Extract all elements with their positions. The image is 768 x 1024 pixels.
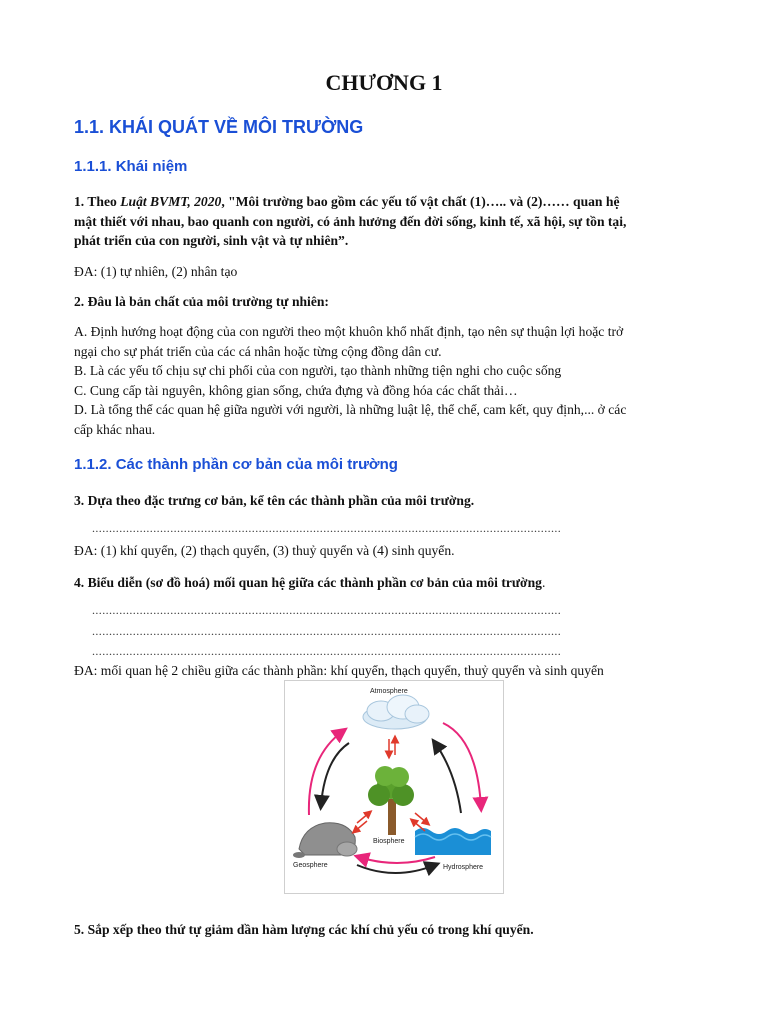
question-5: 5. Sắp xếp theo thứ tự giảm dần hàm lượng các khí chủ yếu có trong khí quyển. bbox=[74, 922, 534, 937]
question-2-options bbox=[74, 322, 714, 439]
label-hydrosphere: Hydrosphere bbox=[443, 864, 484, 871]
arrow-hydrosphere-to-geosphere bbox=[359, 857, 435, 863]
answer-line: .......................................................................................................................................... bbox=[92, 521, 562, 535]
chapter-title: CHƯƠNG 1 bbox=[325, 70, 443, 95]
environment-spheres-diagram bbox=[284, 680, 504, 894]
question-1-number: 1. bbox=[74, 194, 88, 209]
question-4-end: . bbox=[541, 575, 546, 590]
arrow-small-bio-hydro bbox=[415, 813, 427, 823]
label-atmosphere: Atmosphere bbox=[370, 688, 408, 695]
option-d-line-2: cấp khác nhau. bbox=[74, 421, 156, 437]
section-heading-1-1-1: 1.1.1. Khái niệm bbox=[74, 158, 188, 175]
option-d-line-1: D. Là tổng thể các quan hệ giữa người với người, là những luật lệ, thể chế, cam kết, quy định,... ở các bbox=[74, 402, 627, 417]
answer-line: .......................................................................................................................................... bbox=[92, 603, 562, 617]
answer-1: ĐA: (1) tự nhiên, (2) nhân tạo bbox=[74, 264, 238, 279]
question-1-line-1 bbox=[74, 192, 714, 212]
cloud-icon bbox=[363, 695, 429, 729]
question-1-line-2: mật thiết với nhau, bao quanh con người, có ảnh hưởng đến đời sống, kinh tế, xã hội, sự tồn tại, bbox=[74, 213, 627, 229]
option-b: B. Là các yếu tố chịu sự chi phối của con người, tạo thành những tiện nghi cho cuộc sống bbox=[74, 363, 562, 378]
option-a-line-1: A. Định hướng hoạt động của con người theo một khuôn khổ nhất định, tạo nên sự thuận lợi hoặc trở bbox=[74, 324, 624, 339]
option-c: C. Cung cấp tài nguyên, không gian sống, chứa đựng và đồng hóa các chất thải… bbox=[74, 382, 518, 398]
question-1 bbox=[74, 192, 714, 251]
answer-line: .......................................................................................................................................... bbox=[92, 624, 562, 638]
question-3: 3. Dựa theo đặc trưng cơ bản, kể tên các thành phần của môi trường. bbox=[74, 493, 475, 508]
rock-icon bbox=[293, 823, 357, 858]
section-heading-1-1-2: 1.1.2. Các thành phần cơ bản của môi trường bbox=[74, 456, 398, 473]
arrow-geosphere-to-atmosphere bbox=[309, 731, 343, 815]
label-biosphere: Biosphere bbox=[373, 838, 405, 845]
diagram-svg bbox=[285, 681, 503, 893]
tree-icon bbox=[368, 766, 414, 835]
arrow-hydrosphere-to-atmosphere bbox=[435, 743, 461, 813]
question-1-law: Luật BVMT, 2020 bbox=[120, 194, 222, 209]
section-heading-1-1: 1.1. KHÁI QUÁT VỀ MÔI TRƯỜNG bbox=[74, 117, 364, 137]
arrow-atmosphere-to-hydrosphere bbox=[443, 723, 481, 807]
question-1-line-3: phát triển của con người, sinh vật và tự nhiên”. bbox=[74, 233, 349, 248]
question-1-prefix: Theo bbox=[87, 194, 121, 209]
question-1-text: , "Môi trường bao gồm các yếu tố vật chất (1)….. và (2)…… quan hệ bbox=[221, 194, 620, 209]
answer-3: ĐA: (1) khí quyển, (2) thạch quyển, (3) thuỷ quyển và (4) sinh quyển. bbox=[74, 543, 455, 558]
answer-4: ĐA: mối quan hệ 2 chiều giữa các thành phần: khí quyển, thạch quyển, thuỷ quyển và sinh quyển bbox=[74, 663, 604, 678]
question-2: 2. Đâu là bản chất của môi trường tự nhiên: bbox=[74, 294, 329, 309]
question-4 bbox=[74, 573, 714, 593]
arrow-geosphere-to-hydrosphere bbox=[357, 865, 435, 873]
option-a-line-2: ngại cho sự phát triển của các cá nhân hoặc từng cộng đồng dân cư. bbox=[74, 343, 442, 359]
answer-line: .......................................................................................................................................... bbox=[92, 644, 562, 658]
label-geosphere: Geosphere bbox=[293, 862, 328, 869]
water-icon bbox=[415, 828, 491, 855]
question-4-text: 4. Biểu diễn (sơ đồ hoá) mối quan hệ giữa các thành phần cơ bản của môi trường bbox=[74, 575, 542, 590]
arrow-atmosphere-to-geosphere bbox=[321, 743, 349, 805]
